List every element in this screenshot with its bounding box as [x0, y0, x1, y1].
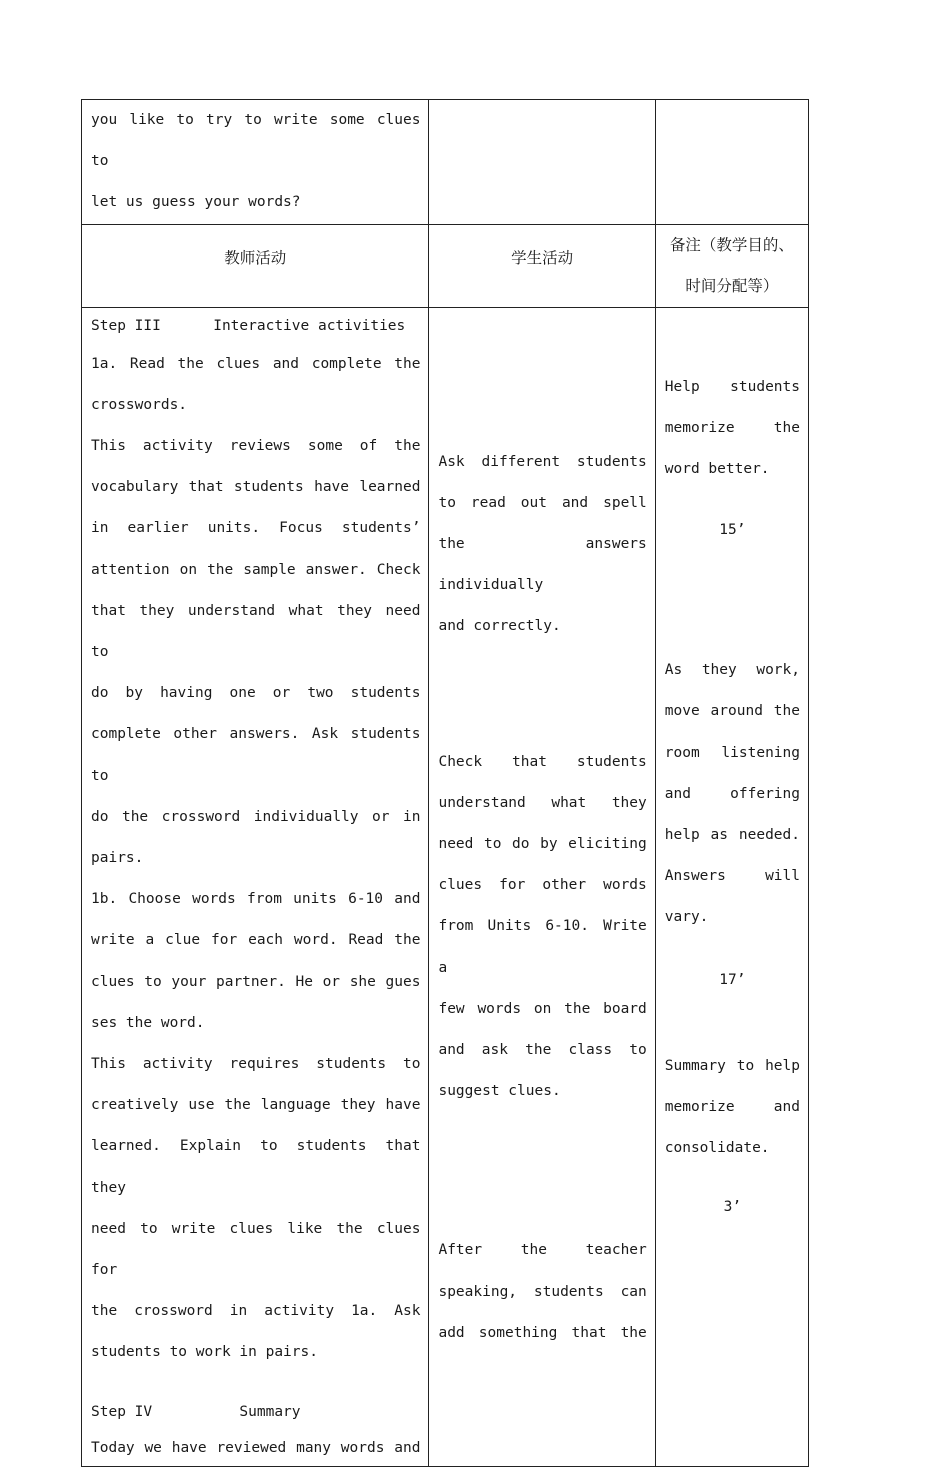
student-activity-cell [429, 307, 655, 1466]
text-line: do the crossword individually or in [91, 808, 421, 825]
header-label: 学生活动 [511, 248, 574, 267]
text-line: need to do by eliciting [438, 836, 647, 853]
text-line: from Units 6-10. Write a [438, 918, 647, 976]
text-line: 1a. Read the clues and complete the [91, 355, 421, 372]
text-line: This activity reviews some of the [91, 438, 421, 455]
text-line: clues for other words [438, 877, 647, 894]
text-line: Help students [664, 378, 800, 395]
text-line: and correctly. [438, 618, 561, 635]
text-line: few words on the board [438, 1000, 647, 1017]
continuation-student-cell [429, 100, 655, 225]
text-line: Answers will [664, 868, 800, 885]
header-label: 教师活动 [224, 248, 287, 267]
text-line: vocabulary that students have learned [91, 479, 421, 496]
text-line: need to write clues like the clues for [91, 1220, 421, 1279]
text-line: complete other answers. Ask students to [91, 726, 421, 784]
text-line: vary. [664, 909, 709, 926]
header-label: 时间分配等） [685, 276, 779, 295]
text-line: suggest clues. [438, 1083, 561, 1100]
time-allocation: 17’ [719, 971, 746, 988]
text-line: This activity requires students to [91, 1056, 421, 1073]
text-line: students to work in pairs. [91, 1344, 318, 1361]
step-heading: Step IV Summary [91, 1403, 301, 1420]
time-allocation: 3’ [723, 1199, 742, 1216]
text-line: you like to try to write some clues to [91, 112, 421, 170]
text-line: clues to your partner. He or she gues [91, 973, 421, 990]
text-line: crosswords. [91, 396, 188, 413]
text-line: the answers individually [438, 536, 647, 594]
text-line: speaking, students can [438, 1283, 647, 1300]
text-line: help as needed. [664, 827, 800, 844]
text-line: let us guess your words? [91, 194, 301, 211]
header-row [82, 224, 809, 307]
text-line: memorize and [664, 1098, 800, 1115]
text-line: room listening [664, 744, 800, 761]
header-student-activity [429, 224, 655, 307]
text-line: 1b. Choose words from units 6-10 and [91, 891, 421, 908]
continuation-teacher-cell [82, 100, 429, 225]
header-notes [655, 224, 808, 307]
text-line: pairs. [91, 850, 144, 867]
text-line: in earlier units. Focus students’ [91, 520, 421, 537]
text-line: As they work, [664, 662, 800, 679]
text-line: word better. [664, 461, 770, 478]
lesson-plan-table [81, 99, 809, 1467]
header-label: 备注（教学目的、 [669, 235, 794, 254]
time-allocation: 15’ [719, 522, 746, 539]
text-line: creatively use the language they have [91, 1097, 421, 1114]
text-line: that they understand what they need to [91, 602, 421, 661]
text-line: move around the [664, 703, 800, 720]
notes-cell [655, 307, 808, 1466]
text-line: consolidate. [664, 1140, 770, 1157]
text-line: the crossword in activity 1a. Ask [91, 1303, 421, 1320]
text-line: to read out and spell [438, 494, 647, 511]
continuation-row [82, 100, 809, 225]
text-line: memorize the [664, 419, 800, 436]
text-line: learned. Explain to students that they [91, 1138, 421, 1196]
text-line: do by having one or two students [91, 685, 421, 702]
text-line: understand what they [438, 794, 647, 811]
text-line: Ask different students [438, 453, 647, 470]
text-line: Summary to help [664, 1057, 800, 1074]
text-line: Today we have reviewed many words and [91, 1439, 421, 1456]
text-line: write a clue for each word. Read the [91, 932, 421, 949]
body-row [82, 307, 809, 1466]
text-line: ses the word. [91, 1014, 205, 1031]
text-line: and ask the class to [438, 1042, 647, 1059]
text-line: attention on the sample answer. Check [91, 561, 421, 578]
text-line: and offering [664, 785, 800, 802]
continuation-notes-cell [655, 100, 808, 225]
teacher-activity-cell [82, 307, 429, 1466]
step-heading: Step III Interactive activities [91, 317, 406, 334]
header-teacher-activity [82, 224, 429, 307]
text-line: Check that students [438, 753, 647, 770]
text-line: add something that the [438, 1324, 647, 1341]
text-line: After the teacher [438, 1242, 647, 1259]
